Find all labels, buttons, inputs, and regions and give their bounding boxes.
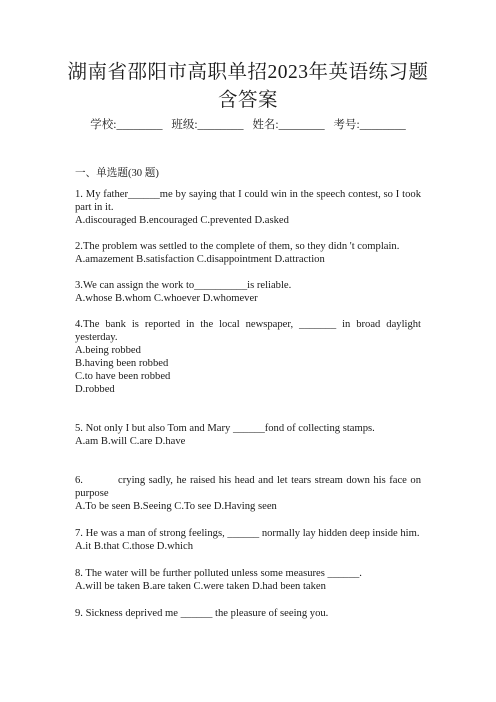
question-options: A.it B.that C.those D.which xyxy=(75,541,193,552)
question-options: A.will be taken B.are taken C.were taken D.had been taken xyxy=(75,581,326,592)
question-option-d: D.robbed xyxy=(75,384,115,395)
question-option-c: C.to have been robbed xyxy=(75,371,171,382)
question-list xyxy=(75,167,424,620)
question-6 xyxy=(75,474,424,513)
question-option-a: A.being robbed xyxy=(75,345,141,356)
question-2 xyxy=(75,240,421,266)
exam-number-field: 考号:________ xyxy=(333,119,406,131)
document-title-line-2: 含答案 xyxy=(217,90,278,111)
question-stem: 9. Sickness deprived me ______ the pleasure of seeing you. xyxy=(75,608,329,619)
question-options: A.To be seen B.Seeing C.To see D.Having seen xyxy=(75,501,277,512)
class-field: 班级:________ xyxy=(171,119,244,131)
question-3 xyxy=(75,279,421,305)
question-stem: 6. crying sadly, he raised his head and let tears stream down his face on purpose xyxy=(75,475,424,499)
question-4 xyxy=(75,318,421,396)
question-stem: 4.The bank is reported in the local newspaper, _______ in broad daylight yesterday. xyxy=(75,319,421,343)
question-stem: 1. My father______me by saying that I could win in the speech contest, so I took part in it. xyxy=(75,189,421,213)
question-5 xyxy=(75,422,421,448)
question-stem: 7. He was a man of strong feelings, ______ normally lay hidden deep inside him. xyxy=(75,528,420,539)
question-stem: 3.We can assign the work to__________is reliable. xyxy=(75,280,292,291)
question-options: A.discouraged B.encouraged C.prevented D.asked xyxy=(75,215,289,226)
question-stem: 2.The problem was settled to the complete of them, so they didn 't complain. xyxy=(75,241,400,252)
question-1 xyxy=(75,188,421,227)
question-options: A.whose B.whom C.whoever D.whomever xyxy=(75,293,258,304)
question-options: A.amazement B.satisfaction C.disappointment D.attraction xyxy=(75,254,325,265)
question-stem: 5. Not only I but also Tom and Mary ______fond of collecting stamps. xyxy=(75,423,375,434)
question-options: A.am B.will C.are D.have xyxy=(75,436,186,447)
section-heading: 一、单选题(30 题) xyxy=(75,168,159,179)
question-option-b: B.having been robbed xyxy=(75,358,169,369)
document-title-line-1: 湖南省邵阳市高职单招2023年英语练习题 xyxy=(67,62,429,83)
question-7 xyxy=(75,527,421,553)
school-field: 学校:________ xyxy=(90,119,163,131)
question-8 xyxy=(75,567,421,593)
question-stem: 8. The water will be further polluted unless some measures ______. xyxy=(75,568,362,579)
question-9 xyxy=(75,607,421,620)
student-info-line xyxy=(0,118,496,132)
name-field: 姓名:________ xyxy=(252,119,325,131)
